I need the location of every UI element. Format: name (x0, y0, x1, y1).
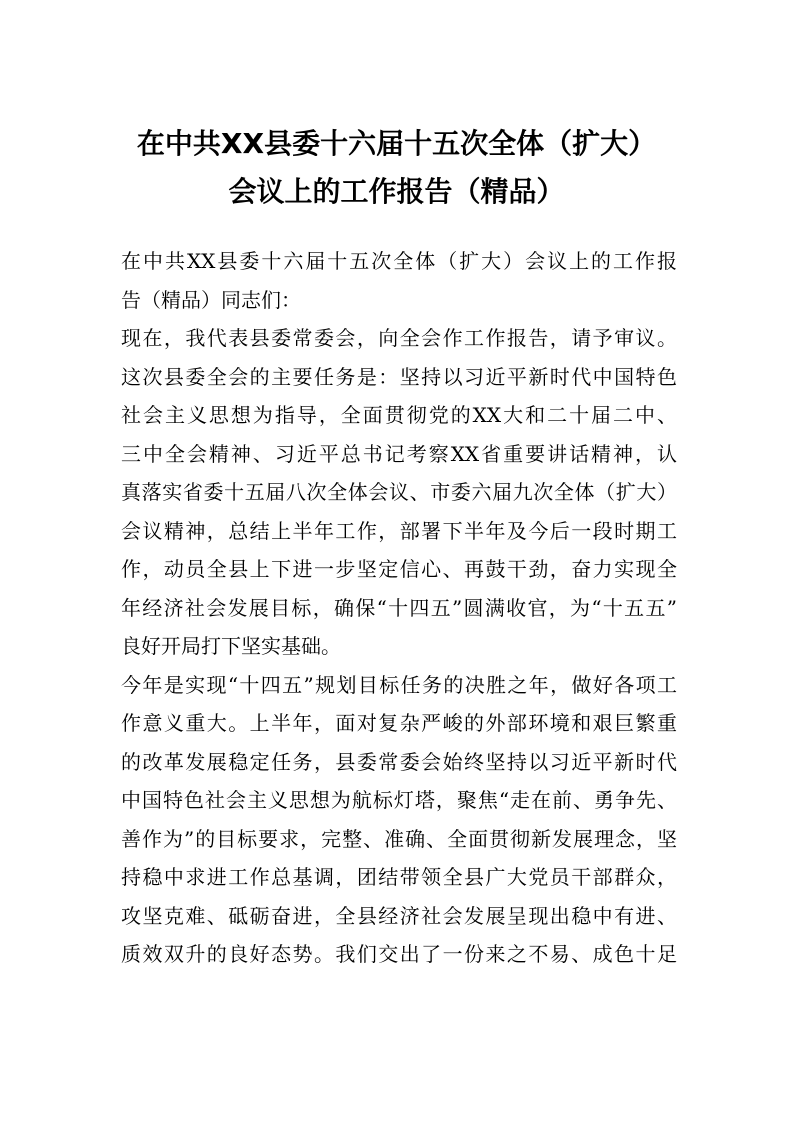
body-line: 作，动员全县上下进一步坚定信心、再鼓干劲，奋力实现全 (121, 557, 677, 581)
document-title-line-1: 在中共XX县委十六届十五次全体（扩大） (136, 127, 657, 160)
body-line: 三中全会精神、习近平总书记考察XX省重要讲话精神，认 (121, 441, 677, 466)
body-line: 告（精品）同志们： (121, 287, 301, 312)
body-line: 作意义重大。上半年，面对复杂严峻的外部环境和艰巨繁重 (121, 711, 677, 735)
body-line: 社会主义思想为指导，全面贯彻党的XX大和二十届二中、 (121, 403, 677, 427)
body-line: 的改革发展稳定任务，县委常委会始终坚持以习近平新时代 (121, 749, 677, 774)
body-line: 善作为”的目标要求，完整、准确、全面贯彻新发展理念，坚 (121, 826, 677, 851)
body-line: 真落实省委十五届八次全体会议、市委六届九次全体（扩大） (121, 480, 677, 504)
body-line: 现在，我代表县委常委会，向全会作工作报告，请予审议。 (121, 326, 677, 350)
document-body (121, 242, 677, 974)
document-title-line-2: 会议上的工作报告（精品） (228, 175, 565, 208)
body-line: 年经济社会发展目标，确保“十四五”圆满收官，为“十五五” (121, 595, 677, 620)
body-line: 会议精神，总结上半年工作，部署下半年及今后一段时期工 (121, 518, 677, 543)
body-line: 今年是实现“十四五”规划目标任务的决胜之年，做好各项工 (121, 672, 677, 697)
body-line: 良好开局打下坚实基础。 (121, 634, 341, 658)
body-line: 在中共XX县委十六届十五次全体（扩大）会议上的工作报 (121, 249, 677, 273)
body-line: 中国特色社会主义思想为航标灯塔，聚焦“走在前、勇争先、 (121, 788, 677, 812)
body-line: 质效双升的良好态势。我们交出了一份来之不易、成色十足 (121, 942, 677, 966)
body-line: 持稳中求进工作总基调，团结带领全县广大党员干部群众， (121, 865, 677, 889)
body-line: 攻坚克难、砥砺奋进，全县经济社会发展呈现出稳中有进、 (121, 903, 677, 928)
body-line: 这次县委全会的主要任务是：坚持以习近平新时代中国特色 (121, 364, 677, 389)
